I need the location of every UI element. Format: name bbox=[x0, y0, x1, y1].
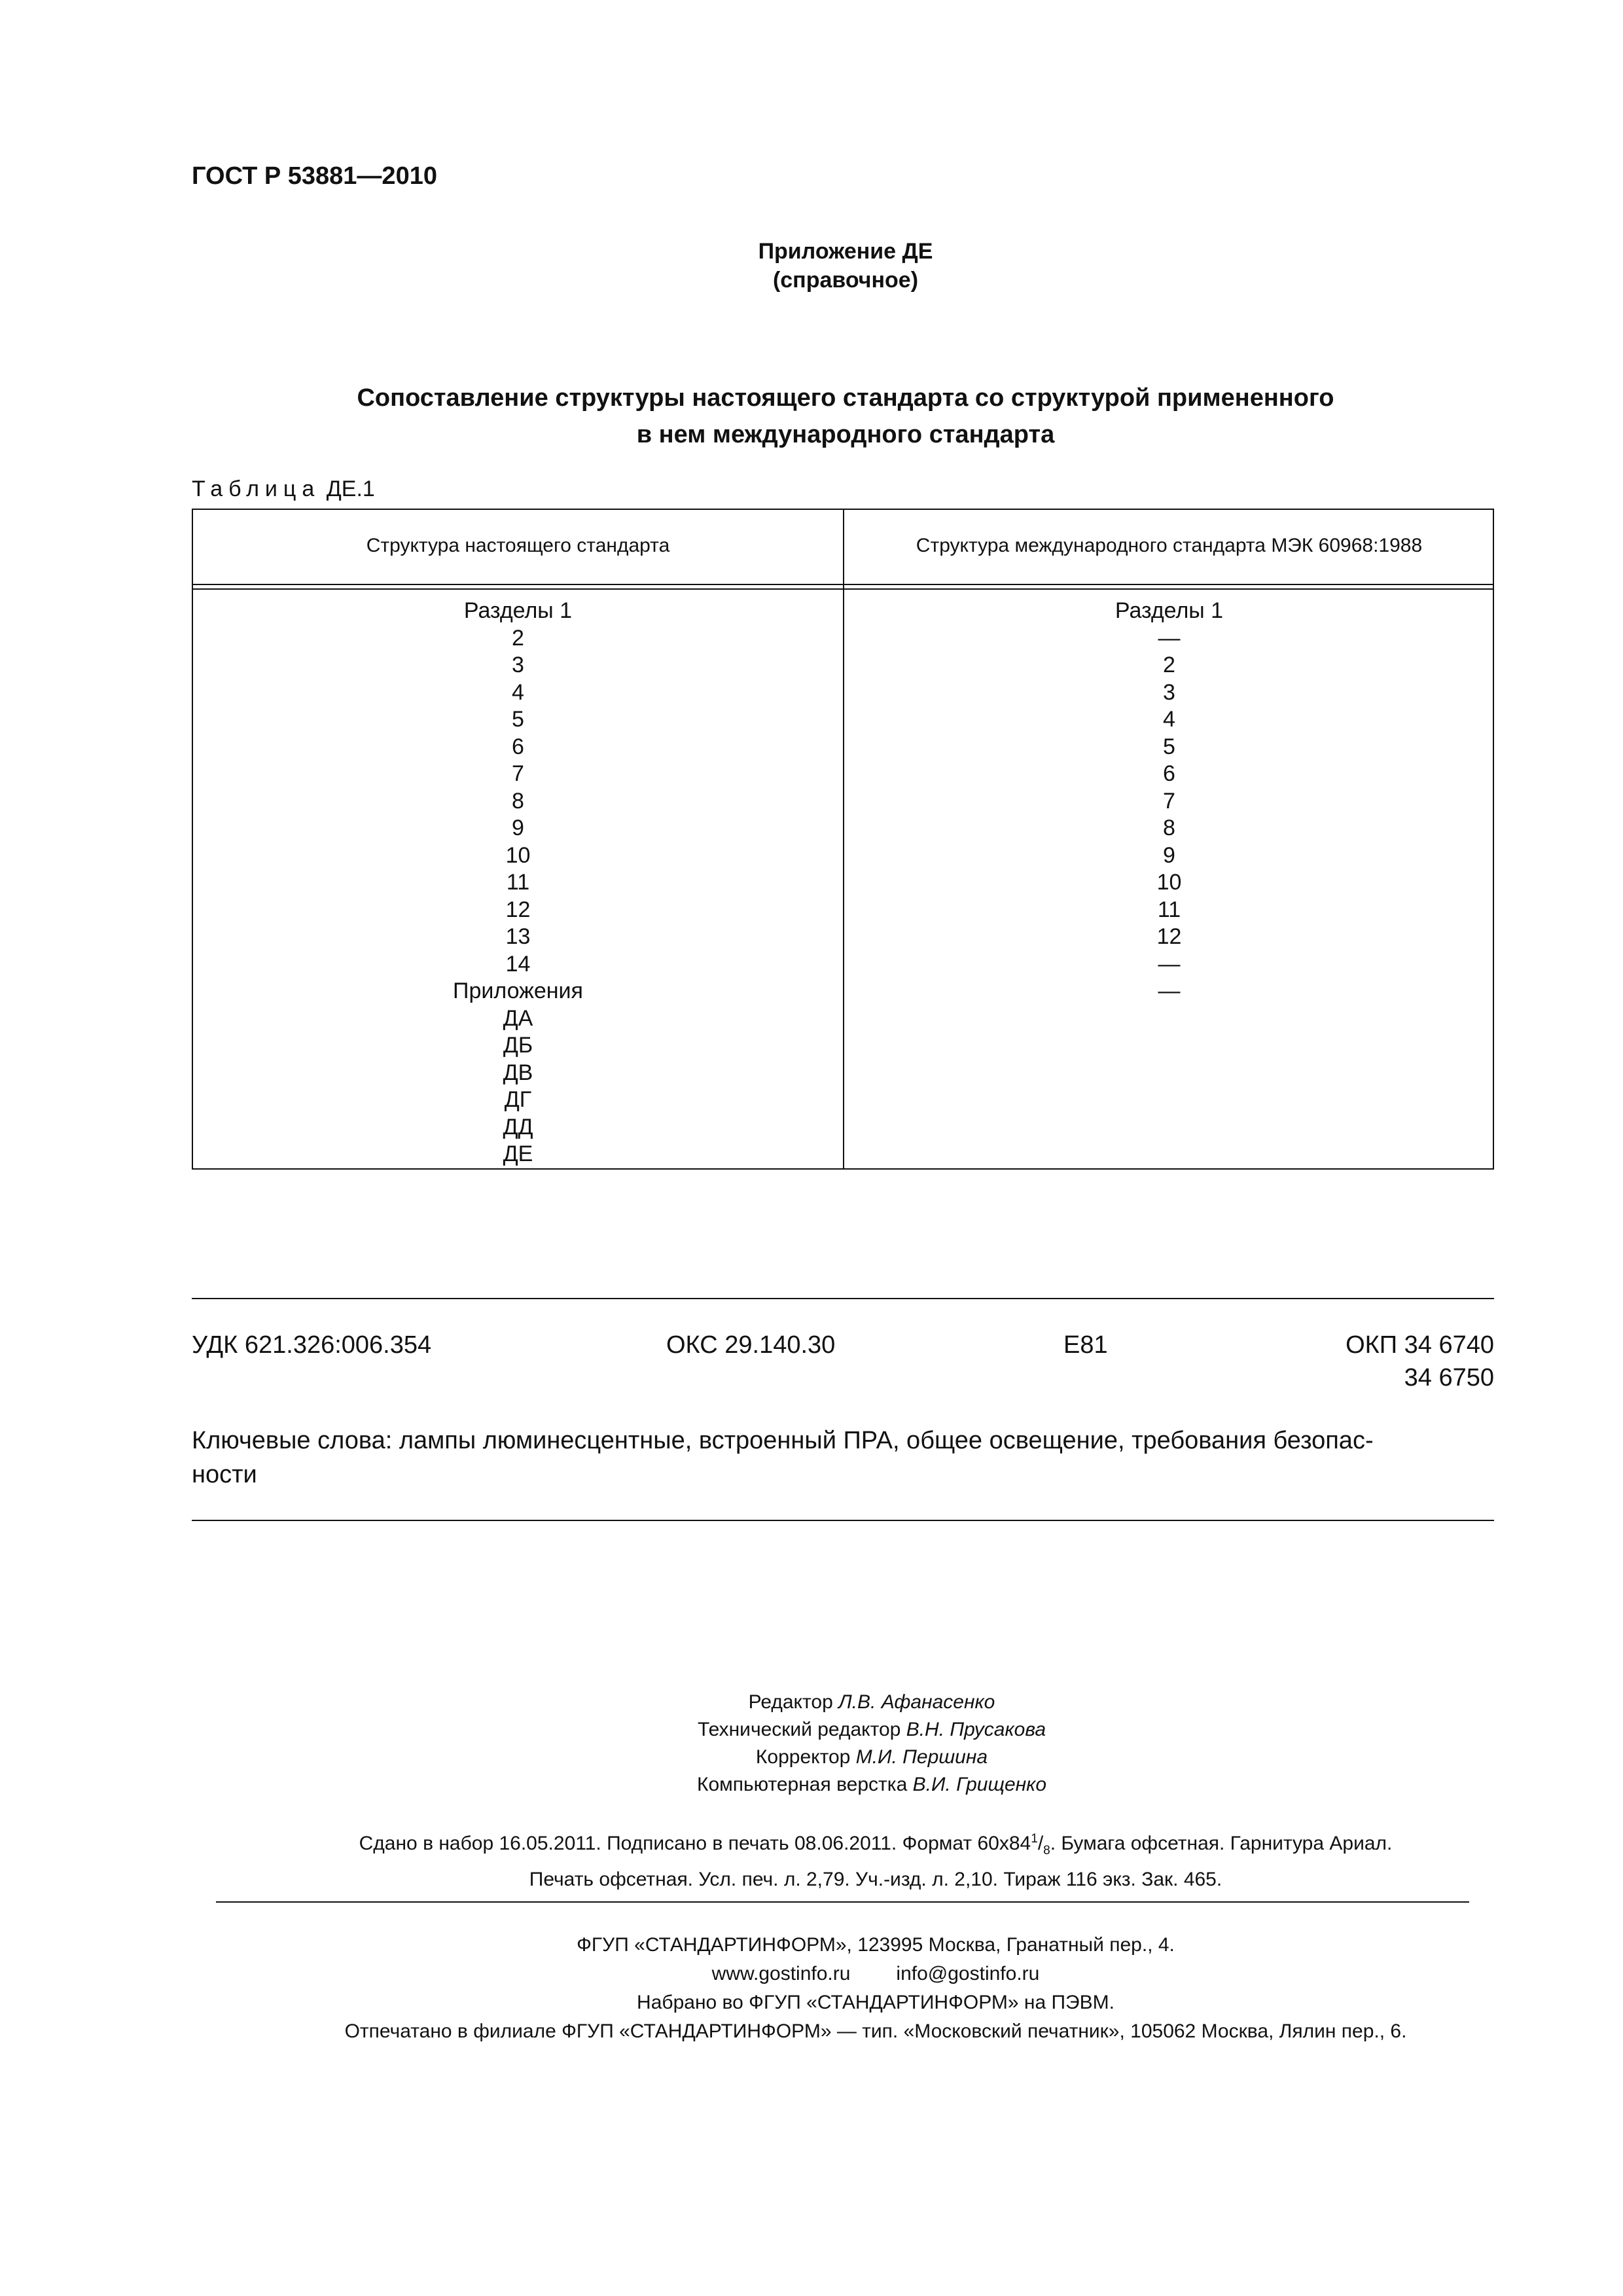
publisher-line-4: Отпечатано в филиале ФГУП «СТАНДАРТИНФОРМ» — тип. «Московский печатник», 105062 Москва, Лялин пер., 6. bbox=[344, 2020, 1407, 2042]
appendix-heading bbox=[0, 237, 1623, 295]
table-cell: 7 bbox=[1163, 788, 1175, 814]
table-cell: ДГ bbox=[504, 1087, 532, 1112]
credits bbox=[0, 1689, 1623, 1799]
credit-tech-editor bbox=[60, 1716, 1623, 1744]
table-cell: ДБ bbox=[503, 1033, 533, 1058]
publisher-info bbox=[0, 1931, 1623, 2046]
print-info-line-1-b: . Бумага офсетная. Гарнитура Ариал. bbox=[1050, 1833, 1393, 1854]
divider-bottom bbox=[192, 1520, 1494, 1521]
e-code: Е81 bbox=[1063, 1331, 1108, 1359]
print-info-line-2: Печать офсетная. Усл. печ. л. 2,79. Уч.-изд. л. 2,10. Тираж 116 экз. Зак. 465. bbox=[529, 1869, 1222, 1890]
keywords-line-2: ности bbox=[192, 1461, 257, 1488]
table-cell: 4 bbox=[1163, 707, 1175, 732]
table-cell: 11 bbox=[506, 870, 530, 895]
table-cell: ДА bbox=[503, 1005, 533, 1031]
format-fraction-denominator: 8 bbox=[1043, 1844, 1050, 1857]
page-title-line-1: Сопоставление структуры настоящего стандарта со структурой примененного bbox=[357, 384, 1334, 412]
table-cell: ДЕ bbox=[503, 1141, 533, 1166]
document-code: ГОСТ Р 53881—2010 bbox=[192, 162, 437, 190]
credit-tech-editor-name: В.Н. Прусакова bbox=[906, 1719, 1046, 1740]
publisher-line-1: ФГУП «СТАНДАРТИНФОРМ», 123995 Москва, Гранатный пер., 4. bbox=[577, 1934, 1175, 1956]
credit-layout-name: В.И. Грищенко bbox=[912, 1774, 1047, 1795]
credit-editor-label: Редактор bbox=[748, 1691, 839, 1713]
credit-layout bbox=[60, 1771, 1623, 1799]
table-cell: 3 bbox=[512, 653, 524, 677]
page-title bbox=[0, 380, 1623, 453]
table-cell: 9 bbox=[1163, 842, 1175, 868]
table-cell: 4 bbox=[512, 679, 524, 705]
credit-editor bbox=[60, 1689, 1623, 1716]
divider-top bbox=[192, 1298, 1494, 1299]
table-cell: 6 bbox=[512, 734, 524, 759]
table-cell: 12 bbox=[1156, 924, 1182, 949]
table-cell: ДД bbox=[503, 1114, 533, 1139]
structure-comparison-table bbox=[192, 509, 1494, 1170]
keywords bbox=[192, 1424, 1494, 1492]
publisher-contacts bbox=[64, 1960, 1623, 1988]
table-cell: — bbox=[1158, 951, 1181, 977]
keywords-line-1: Ключевые слова: лампы люминесцентные, встроенный ПРА, общее освещение, требования безопас- bbox=[192, 1427, 1374, 1454]
page-title-line-2: в нем международного стандарта bbox=[636, 421, 1055, 448]
table-cell: 5 bbox=[512, 707, 524, 732]
credit-corrector-name: М.И. Першина bbox=[855, 1746, 988, 1768]
table-caption bbox=[192, 476, 375, 502]
column-header-international-standard: Структура международного стандарта МЭК 60968:1988 bbox=[916, 535, 1423, 556]
table-cell: — bbox=[1158, 625, 1181, 651]
print-info-line-1-a: Сдано в набор 16.05.2011. Подписано в печать 08.06.2011. Формат 60х84 bbox=[359, 1833, 1031, 1854]
table-cell: — bbox=[1158, 978, 1181, 1003]
appendix-title: Приложение ДЕ bbox=[758, 239, 933, 264]
table-cell: Разделы 1 bbox=[463, 598, 573, 623]
table-caption-word: Таблица bbox=[192, 476, 321, 501]
table-cell: ДВ bbox=[503, 1060, 533, 1085]
okp-code-line-2: 34 6750 bbox=[1404, 1364, 1494, 1391]
table-cell: 13 bbox=[505, 924, 531, 949]
publisher-website-link[interactable]: www.gostinfo.ru bbox=[711, 1963, 851, 1984]
publisher-line-3: Набрано во ФГУП «СТАНДАРТИНФОРМ» на ПЭВМ. bbox=[637, 1992, 1115, 2013]
header-rule-bottom bbox=[193, 588, 1493, 590]
print-info bbox=[0, 1825, 1623, 1894]
column-header-current-standard: Структура настоящего стандарта bbox=[366, 535, 670, 556]
table-cell: 10 bbox=[1156, 870, 1182, 895]
column-international-standard bbox=[844, 598, 1494, 1005]
table-cell: 2 bbox=[1163, 653, 1175, 677]
table-cell: Разделы 1 bbox=[1115, 598, 1224, 623]
credit-corrector bbox=[60, 1744, 1623, 1771]
table-cell: 7 bbox=[512, 761, 524, 786]
credit-corrector-label: Корректор bbox=[755, 1746, 856, 1768]
table-cell: 6 bbox=[1163, 761, 1175, 786]
divider-print bbox=[216, 1901, 1469, 1903]
table-cell: 8 bbox=[1163, 816, 1175, 840]
table-cell: Приложения bbox=[453, 978, 583, 1003]
table-cell: 5 bbox=[1163, 734, 1175, 759]
header-rule-top bbox=[193, 584, 1493, 585]
table-cell: 10 bbox=[505, 842, 531, 868]
credit-tech-editor-label: Технический редактор bbox=[697, 1719, 906, 1740]
udk-code: УДК 621.326:006.354 bbox=[192, 1331, 432, 1359]
table-cell: 2 bbox=[512, 625, 524, 651]
appendix-kind: (справочное) bbox=[772, 268, 919, 293]
table-cell: 9 bbox=[512, 816, 524, 840]
okp-code-line-1: ОКП 34 6740 bbox=[1346, 1331, 1494, 1359]
credit-editor-name: Л.В. Афанасенко bbox=[838, 1691, 995, 1713]
table-cell: 11 bbox=[1157, 897, 1181, 922]
publisher-email-link[interactable]: info@gostinfo.ru bbox=[896, 1963, 1040, 1984]
credit-layout-label: Компьютерная верстка bbox=[696, 1774, 913, 1795]
table-cell: 14 bbox=[505, 951, 531, 977]
okp-code bbox=[1178, 1329, 1494, 1394]
column-current-standard bbox=[193, 598, 843, 1168]
print-info-line-1: Сдано в набор 16.05.2011. Подписано в печать 08.06.2011. Формат $60х84^1/_8$. Бумага офсетная. Гарнитура Ариал. bbox=[359, 1832, 1393, 1857]
format-fraction-numerator: 1 bbox=[1031, 1832, 1038, 1846]
table-cell: 12 bbox=[505, 897, 531, 922]
table-caption-number: ДЕ.1 bbox=[326, 476, 375, 501]
oks-code: ОКС 29.140.30 bbox=[666, 1331, 836, 1359]
table-cell: 8 bbox=[512, 788, 524, 814]
table-cell: 3 bbox=[1163, 679, 1175, 705]
